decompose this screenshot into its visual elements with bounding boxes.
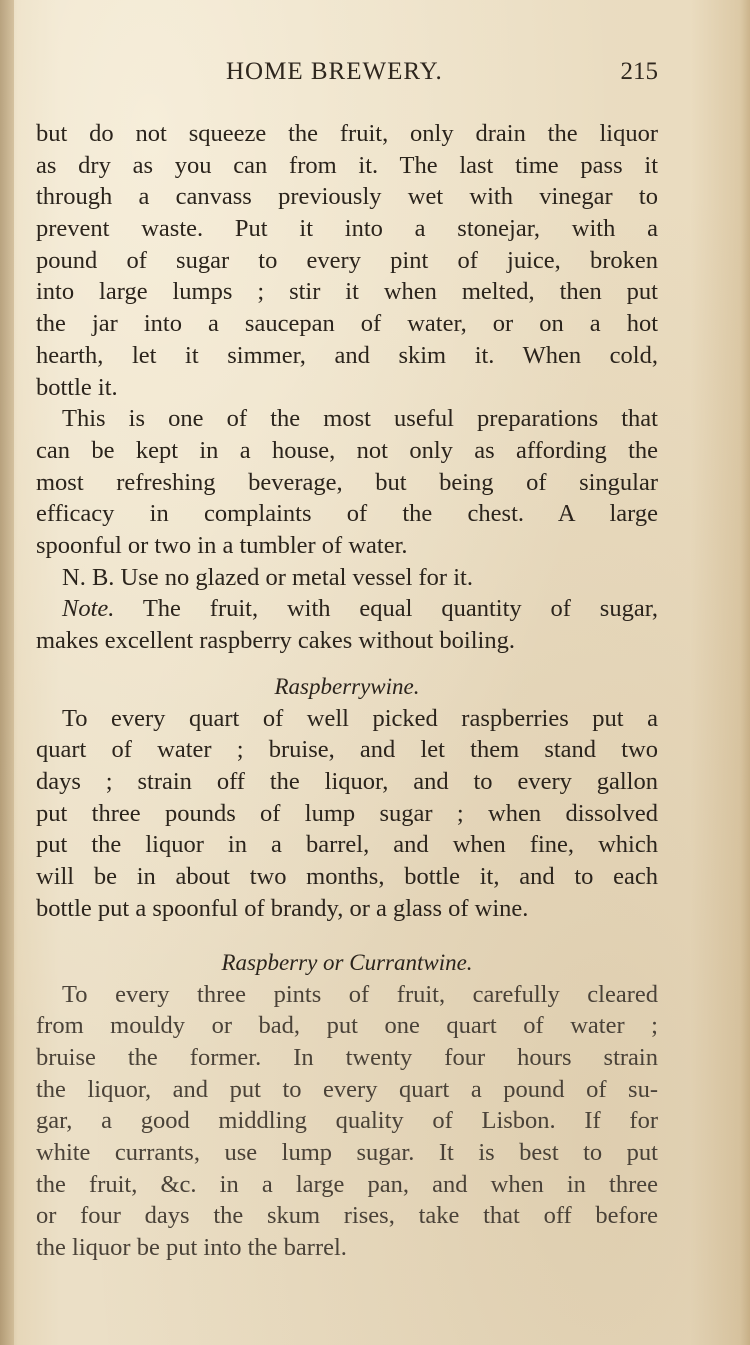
note-text: The fruit, with equal quantity of sugar, bbox=[142, 595, 658, 623]
text-line: into large lumps ; stir it when melted, then put bbox=[36, 278, 658, 306]
text-line: from mouldy or bad, put one quart of water ; bbox=[36, 1012, 658, 1040]
running-head: HOME BREWERY. bbox=[226, 58, 443, 85]
paragraph-continuation bbox=[36, 118, 658, 403]
text-line: bottle put a spoonful of brandy, or a glass of wine. bbox=[36, 894, 529, 922]
text-line: This is one of the most useful preparations that bbox=[62, 405, 658, 433]
recipe-raspberry-or-currant-wine bbox=[36, 979, 658, 1264]
text-line: the jar into a saucepan of water, or on a hot bbox=[36, 310, 658, 338]
paragraph-usefulness bbox=[36, 403, 658, 561]
page-body bbox=[36, 118, 658, 1264]
text-line: through a canvass previously wet with vinegar to bbox=[36, 183, 658, 211]
text-line: pound of sugar to every pint of juice, broken bbox=[36, 246, 658, 274]
text-line: or four days the skum rises, take that off before bbox=[36, 1202, 658, 1230]
text-line: prevent waste. Put it into a stonejar, with a bbox=[36, 215, 658, 243]
nota-bene-line: N. B. Use no glazed or metal vessel for it. bbox=[62, 563, 473, 591]
text-line: the liquor, and put to every quart a pound of su- bbox=[36, 1075, 658, 1103]
text-line: bruise the former. In twenty four hours strain bbox=[36, 1043, 658, 1071]
text-line: white currants, use lump sugar. It is best to put bbox=[36, 1138, 658, 1166]
text-line: put three pounds of lump sugar ; when dissolved bbox=[36, 799, 658, 827]
section-heading-raspberry-wine: Raspberrywine. bbox=[274, 673, 420, 699]
text-line: can be kept in a house, not only as affording the bbox=[36, 436, 658, 464]
text-line: hearth, let it simmer, and skim it. When cold, bbox=[36, 341, 658, 369]
text-line: the liquor be put into the barrel. bbox=[36, 1234, 347, 1261]
text-line: bottle it. bbox=[36, 373, 118, 401]
page-gutter-shadow bbox=[0, 0, 14, 1345]
page-header bbox=[36, 58, 658, 98]
section-heading-raspberry-or-currant-wine: Raspberry or Currantwine. bbox=[221, 949, 473, 975]
text-line: days ; strain off the liquor, and to every gallon bbox=[36, 768, 658, 796]
text-line: To every three pints of fruit, carefully cleared bbox=[62, 980, 658, 1008]
note-paragraph bbox=[36, 593, 658, 656]
text-line: To every quart of well picked raspberries put a bbox=[62, 704, 658, 732]
page-number: 215 bbox=[620, 58, 658, 85]
text-line: but do not squeeze the fruit, only drain the liquor bbox=[36, 120, 658, 147]
text-line: most refreshing beverage, but being of singular bbox=[36, 468, 658, 496]
text-line: efficacy in complaints of the chest. A large bbox=[36, 500, 658, 528]
text-line: quart of water ; bruise, and let them stand two bbox=[36, 736, 658, 764]
spacer bbox=[36, 925, 658, 947]
text-line: the fruit, &c. in a large pan, and when in three bbox=[36, 1170, 658, 1198]
text-line: as dry as you can from it. The last time pass it bbox=[36, 151, 658, 179]
text-line: spoonful or two in a tumbler of water. bbox=[36, 531, 408, 559]
note-label: Note. bbox=[62, 595, 115, 623]
recipe-raspberry-wine bbox=[36, 703, 658, 925]
spacer bbox=[36, 657, 658, 671]
text-line: put the liquor in a barrel, and when fine, which bbox=[36, 831, 658, 859]
text-line: will be in about two months, bottle it, and to each bbox=[36, 863, 658, 891]
text-line: makes excellent raspberry cakes without boiling. bbox=[36, 627, 515, 654]
text-line: gar, a good middling quality of Lisbon. If for bbox=[36, 1107, 658, 1135]
note-first-line bbox=[36, 593, 658, 625]
